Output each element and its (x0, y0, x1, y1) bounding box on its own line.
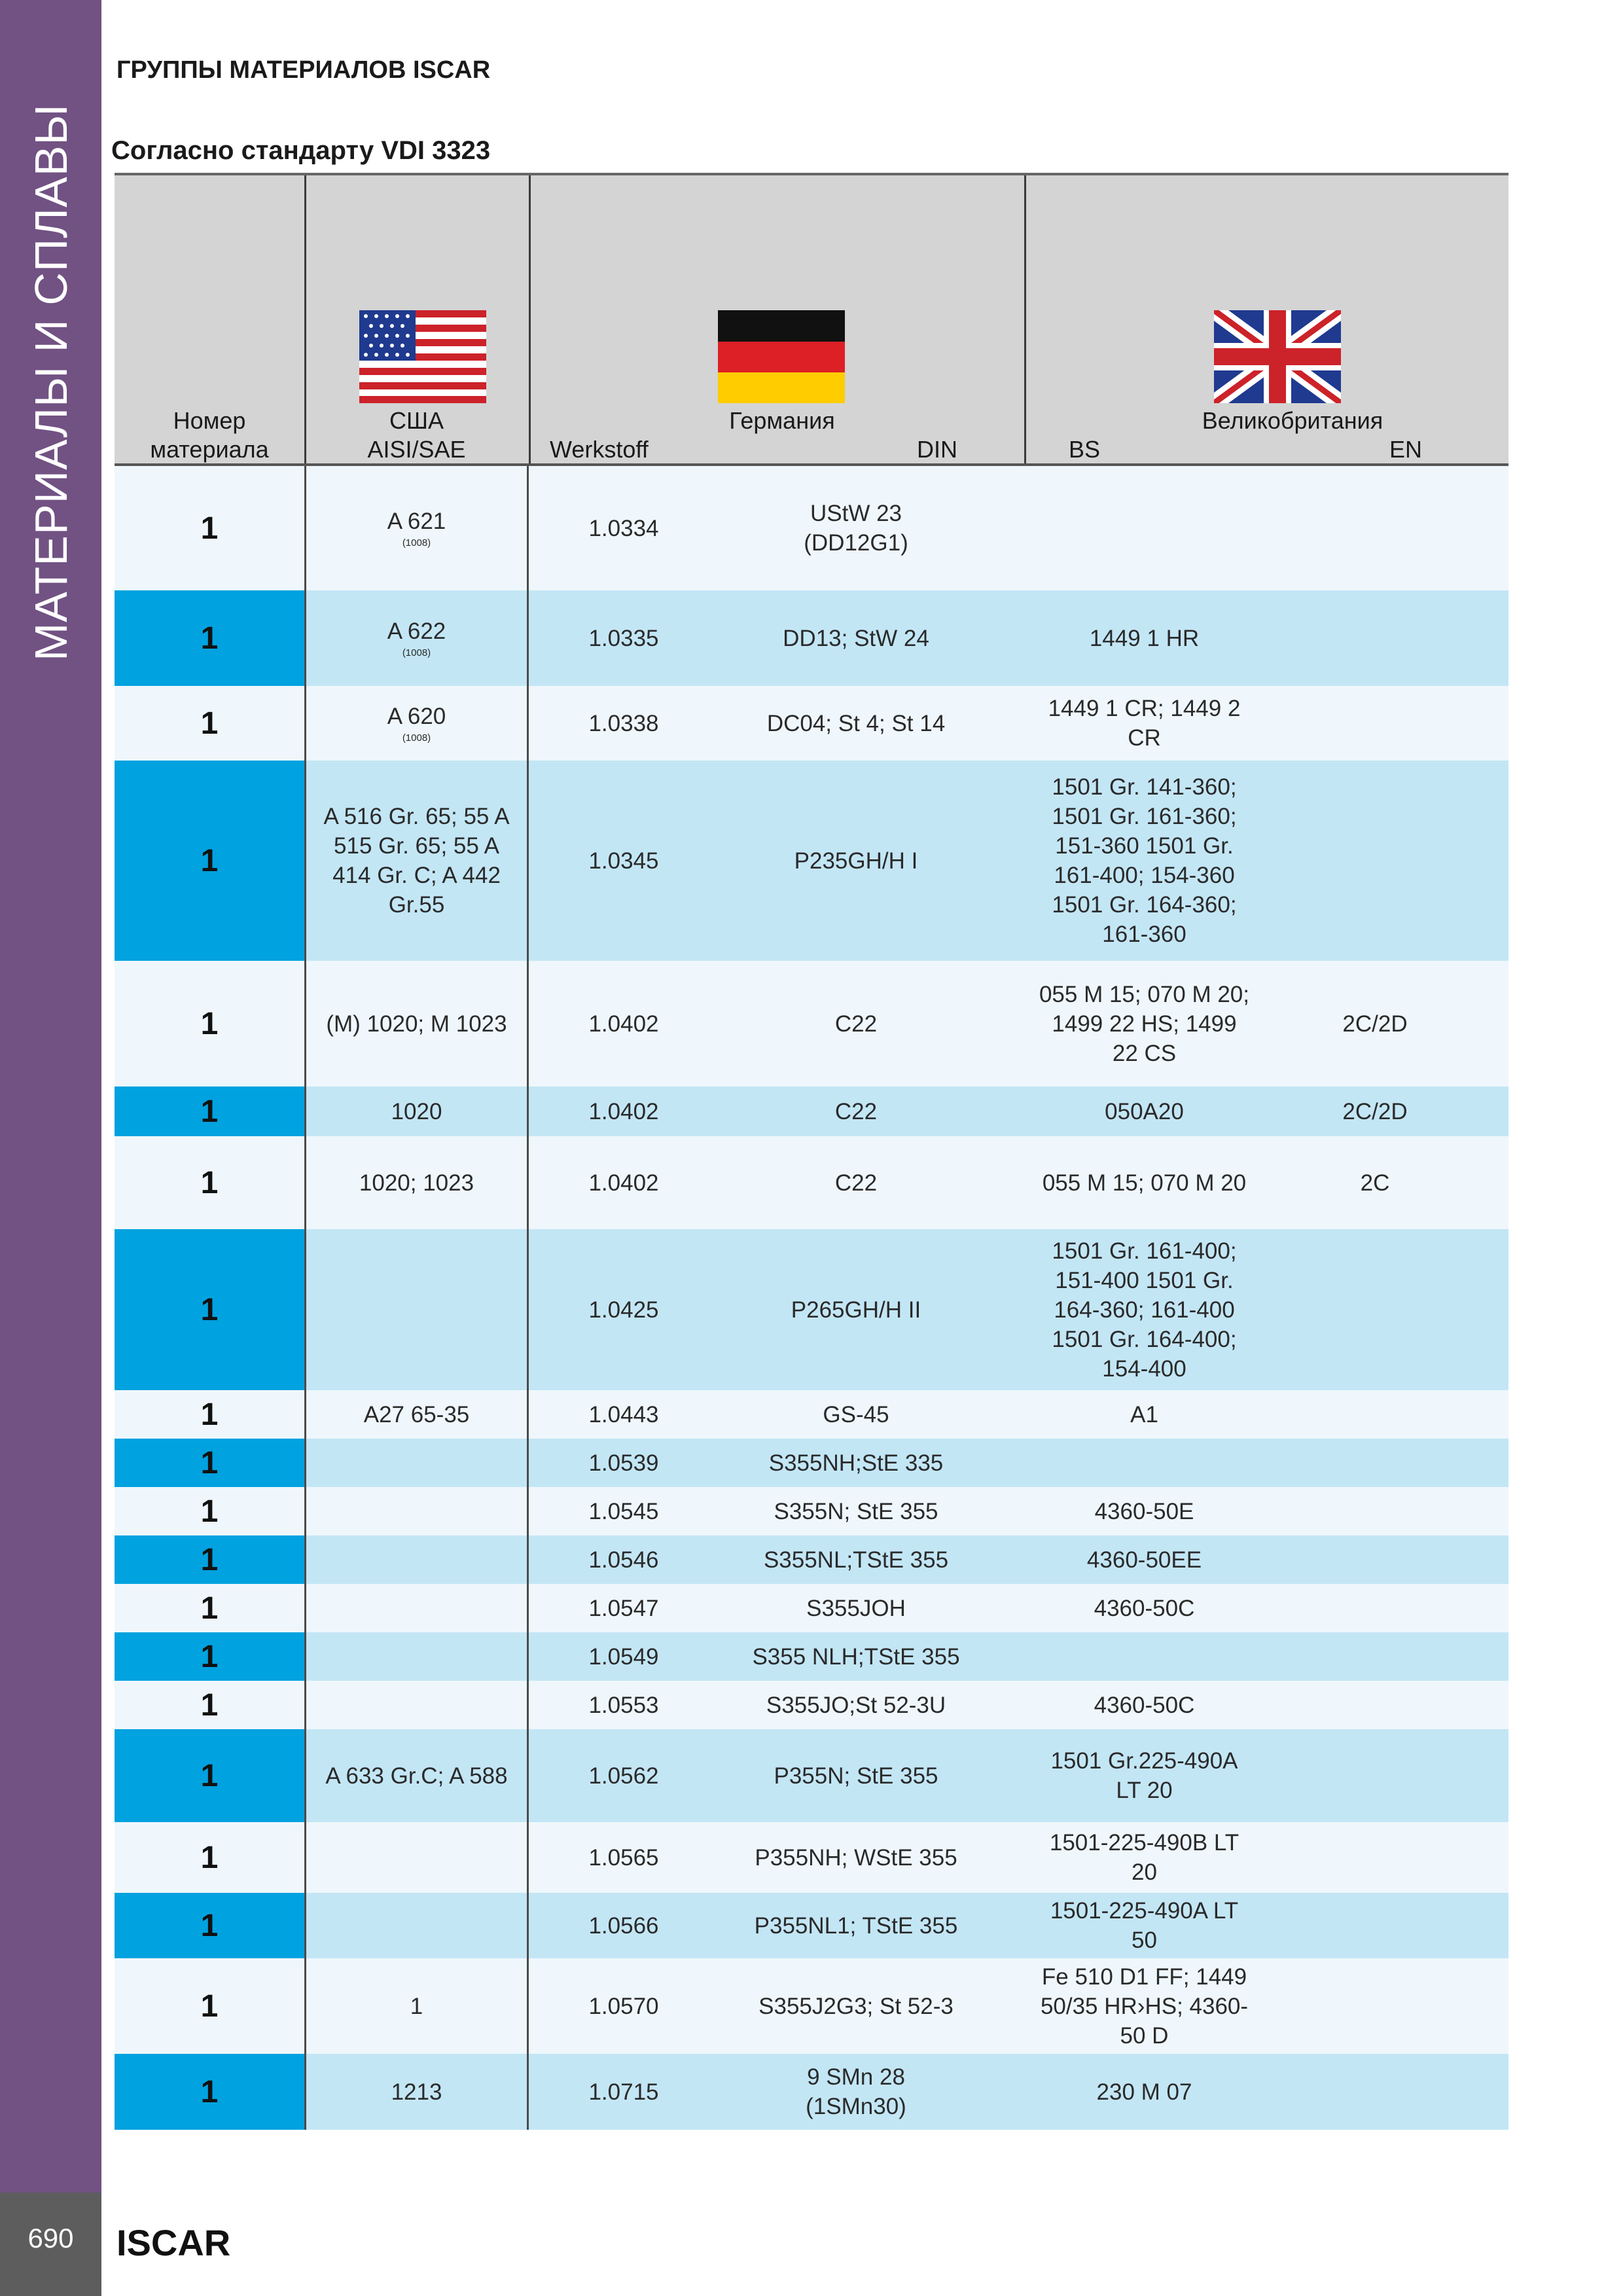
bs-cell (1018, 1390, 1270, 1439)
germany-flag-icon (718, 310, 845, 403)
header-usa: США (389, 407, 444, 434)
usa-std-value: A 633 Gr.C; A 588 (325, 1763, 508, 1789)
table-row (115, 590, 1508, 686)
header-werkstoff: Werkstoff (550, 436, 649, 463)
bs-value: 1501 Gr. 141-360; 1501 Gr. 161-360; 151-360 1501 Gr. 161-400; 154-360 1501 Gr. 164-360; 161-360 (1052, 774, 1237, 947)
brand-logo: ISCAR (116, 2222, 231, 2263)
usa-cell (304, 1681, 529, 1729)
table-row (115, 1681, 1508, 1729)
bs-value: 230 M 07 (1096, 2079, 1192, 2105)
din-cell (719, 1295, 993, 1325)
material-group: 1 (200, 1397, 219, 1432)
table-row (115, 1584, 1508, 1632)
table-row (115, 466, 1508, 590)
table-row (115, 1487, 1508, 1535)
din-cell (719, 1545, 993, 1575)
din-value: S355JO;St 52-3U (766, 1692, 946, 1718)
material-group: 1 (200, 1006, 219, 1041)
din-cell (719, 2062, 993, 2121)
material-group: 1 (115, 761, 304, 961)
material-group: 1 (115, 2054, 304, 2130)
header-din: DIN (917, 436, 957, 463)
material-group: 1 (115, 1229, 304, 1390)
bs-cell (1018, 1958, 1270, 2054)
werkstoff-value: 1.0334 (588, 515, 659, 541)
bs-value: 1501-225-490B LT 20 (1049, 1830, 1240, 1885)
din-cell (719, 624, 993, 653)
din-value: DC04; St 4; St 14 (766, 710, 946, 736)
bs-cell (1018, 1729, 1270, 1822)
header-uk: Великобритания (1202, 407, 1383, 434)
din-cell (719, 1497, 993, 1526)
usa-footnote: (1008) (402, 537, 431, 548)
material-group: 1 (115, 1439, 304, 1487)
din-cell (719, 1168, 993, 1198)
material-group: 1 (200, 1494, 219, 1529)
werkstoff-value: 1.0402 (588, 1098, 659, 1124)
usa-cell (304, 2054, 529, 2130)
werkstoff-value: 1.0549 (588, 1643, 659, 1670)
column-divider (529, 175, 531, 463)
din-value: S355J2G3; St 52-3 (758, 1993, 954, 2019)
en-value: 2C/2D (1342, 1098, 1408, 1124)
din-cell (719, 1992, 993, 2021)
table-row (115, 1535, 1508, 1584)
din-value: S355JOH (806, 1595, 906, 1621)
usa-cell (304, 1822, 529, 1893)
bs-value: 1501-225-490A LT 50 (1050, 1898, 1239, 1953)
usa-std-value: 1020; 1023 (359, 1170, 474, 1196)
din-value: P265GH/H II (791, 1297, 921, 1323)
bs-value: 4360-50E (1094, 1498, 1194, 1524)
column-divider (1024, 175, 1026, 463)
usa-cell (304, 961, 529, 1086)
bs-value: 4360-50EE (1086, 1547, 1202, 1573)
materials-table (115, 173, 1508, 2130)
usa-cell (304, 1632, 529, 1681)
werkstoff-value: 1.0345 (588, 848, 659, 874)
material-group: 1 (115, 1086, 304, 1136)
din-value: GS-45 (823, 1401, 889, 1427)
din-cell (719, 499, 993, 558)
din-value: DD13; StW 24 (783, 625, 929, 651)
header-aisi-sae: AISI/SAE (367, 436, 466, 463)
header-bs: BS (1069, 436, 1101, 463)
table-row (115, 2054, 1508, 2130)
bs-cell (1018, 1086, 1270, 1136)
subtitle: Согласно стандарту VDI 3323 (111, 136, 491, 165)
din-value: S355NL;TStE 355 (763, 1547, 949, 1573)
usa-cell (304, 1584, 529, 1632)
header-en: EN (1389, 436, 1423, 463)
bs-cell (1018, 1229, 1270, 1390)
material-group: 1 (200, 1988, 219, 2024)
din-cell (719, 1691, 993, 1720)
usa-cell (304, 1390, 529, 1439)
en-value: 2C (1360, 1170, 1390, 1196)
material-group: 1 (115, 1535, 304, 1584)
din-cell (719, 1911, 993, 1941)
usa-std-value: (M) 1020; M 1023 (326, 1011, 507, 1037)
bs-cell (1018, 961, 1270, 1086)
bs-cell (1018, 686, 1270, 761)
werkstoff-value: 1.0562 (588, 1763, 659, 1789)
column-divider (304, 175, 306, 463)
usa-cell (304, 1729, 529, 1822)
din-cell (719, 1448, 993, 1478)
din-value: C22 (834, 1098, 878, 1124)
header-material-no: Номер (173, 407, 246, 434)
werkstoff-value: 1.0335 (588, 625, 659, 651)
bs-cell (1018, 590, 1270, 686)
usa-flag-icon (359, 310, 486, 403)
usa-cell (304, 1086, 529, 1136)
werkstoff-value: 1.0539 (588, 1450, 659, 1476)
usa-cell (304, 1136, 529, 1229)
bs-value: A1 (1130, 1401, 1158, 1427)
din-alt: (1SMn30) (806, 2094, 906, 2119)
table-row (115, 1086, 1508, 1136)
material-group: 1 (115, 1632, 304, 1681)
werkstoff-value: 1.0553 (588, 1692, 659, 1718)
din-value: 9 SMn 28 (807, 2064, 905, 2090)
usa-cell (304, 686, 529, 761)
table-row (115, 1893, 1508, 1958)
din-cell (719, 1843, 993, 1873)
werkstoff-value: 1.0443 (588, 1401, 659, 1427)
table-header (115, 175, 1508, 466)
din-cell (719, 1097, 993, 1126)
usa-std-value: 1020 (391, 1098, 442, 1124)
werkstoff-value: 1.0402 (588, 1011, 659, 1037)
usa-footnote: (1008) (402, 647, 431, 658)
din-value: P235GH/H I (794, 848, 918, 874)
table-row (115, 961, 1508, 1086)
bs-cell (1018, 1535, 1270, 1584)
din-cell (719, 1761, 993, 1791)
table-row (115, 1729, 1508, 1822)
bs-cell (1018, 1681, 1270, 1729)
table-row (115, 1390, 1508, 1439)
material-group: 1 (200, 1165, 219, 1200)
header-germany: Германия (729, 407, 835, 434)
material-group: 1 (115, 1729, 304, 1822)
werkstoff-value: 1.0402 (588, 1170, 659, 1196)
bs-value: 4360-50C (1094, 1595, 1195, 1621)
din-cell (719, 1594, 993, 1623)
werkstoff-value: 1.0545 (588, 1498, 659, 1524)
din-value: P355NL1; TStE 355 (754, 1912, 958, 1939)
usa-footnote: (1008) (402, 732, 431, 744)
usa-std-value: A 516 Gr. 65; 55 A 515 Gr. 65; 55 A 414 Gr. C; A 442 Gr.55 (323, 804, 510, 918)
material-group: 1 (200, 706, 219, 741)
usa-std-value: A 622 (387, 618, 446, 644)
bs-cell (1018, 1439, 1270, 1487)
table-row (115, 1229, 1508, 1390)
material-group: 1 (115, 1893, 304, 1958)
usa-std-value: 1 (410, 1993, 423, 2019)
din-cell (719, 1642, 993, 1672)
din-value: S355 NLH;TStE 355 (752, 1643, 960, 1670)
usa-cell (304, 466, 529, 590)
din-value: UStW 23 (810, 501, 902, 526)
material-group: 1 (200, 1687, 219, 1723)
usa-cell (304, 1439, 529, 1487)
bs-value: 4360-50C (1094, 1692, 1195, 1718)
bs-value: 1449 1 HR (1089, 625, 1200, 651)
bs-cell (1018, 1136, 1270, 1229)
usa-std-value: A27 65-35 (363, 1401, 470, 1427)
din-cell (719, 1009, 993, 1039)
bs-cell (1018, 1584, 1270, 1632)
din-value: P355NH; WStE 355 (755, 1844, 957, 1871)
table-row (115, 1822, 1508, 1893)
werkstoff-value: 1.0425 (588, 1297, 659, 1323)
sidebar-section-label: МАТЕРИАЛЫ И СПЛАВЫ (26, 103, 77, 661)
bs-cell (1018, 466, 1270, 590)
werkstoff-value: 1.0547 (588, 1595, 659, 1621)
material-group: 1 (200, 1590, 219, 1626)
werkstoff-value: 1.0570 (588, 1993, 659, 2019)
din-cell (719, 1400, 993, 1429)
bs-value: 055 M 15; 070 M 20; 1499 22 HS; 1499 22 CS (1039, 981, 1250, 1066)
sidebar-band (0, 0, 101, 2193)
header-material-no-2: материала (150, 436, 269, 463)
usa-cell (304, 761, 529, 961)
bs-value: 1449 1 CR; 1449 2 CR (1048, 696, 1241, 751)
bs-cell (1018, 1893, 1270, 1958)
din-value: C22 (834, 1170, 878, 1196)
bs-cell (1018, 761, 1270, 961)
uk-flag-icon (1214, 310, 1341, 403)
din-value: S355NH;StE 335 (768, 1450, 944, 1476)
page-number: 690 (27, 2223, 74, 2253)
table-row (115, 1439, 1508, 1487)
werkstoff-value: 1.0715 (588, 2079, 659, 2105)
bs-cell (1018, 1822, 1270, 1893)
section-title: ГРУППЫ МАТЕРИАЛОВ ISCAR (116, 56, 491, 84)
table-row (115, 686, 1508, 761)
din-value: S355N; StE 355 (774, 1498, 938, 1524)
usa-std-value: A 620 (387, 703, 446, 729)
usa-cell (304, 1535, 529, 1584)
usa-cell (304, 1958, 529, 2054)
en-value: 2C/2D (1342, 1011, 1408, 1037)
bs-value: 1501 Gr.225-490A LT 20 (1050, 1748, 1238, 1803)
werkstoff-value: 1.0566 (588, 1912, 659, 1939)
usa-cell (304, 590, 529, 686)
din-value: P355N; StE 355 (774, 1763, 938, 1789)
table-row (115, 1632, 1508, 1681)
usa-std-value: A 621 (387, 508, 446, 534)
din-alt: (DD12G1) (804, 530, 908, 556)
usa-cell (304, 1893, 529, 1958)
bs-value: 055 M 15; 070 M 20 (1042, 1170, 1247, 1196)
usa-cell (304, 1487, 529, 1535)
werkstoff-value: 1.0546 (588, 1547, 659, 1573)
table-body (115, 466, 1508, 2130)
bs-value: Fe 510 D1 FF; 1449 50/35 HR›HS; 4360-50 D (1040, 1964, 1249, 2049)
material-group: 1 (200, 1840, 219, 1875)
usa-std-value: 1213 (391, 2079, 442, 2105)
din-cell (719, 846, 993, 876)
material-group: 1 (115, 590, 304, 686)
bs-cell (1018, 1632, 1270, 1681)
din-cell (719, 709, 993, 738)
din-value: C22 (834, 1011, 878, 1037)
table-row (115, 1136, 1508, 1229)
material-group: 1 (200, 511, 219, 546)
bs-value: 1501 Gr. 161-400; 151-400 1501 Gr. 164-360; 161-400 1501 Gr. 164-400; 154-400 (1052, 1238, 1237, 1382)
bs-cell (1018, 1487, 1270, 1535)
usa-cell (304, 1229, 529, 1390)
bs-value: 050A20 (1105, 1098, 1184, 1124)
table-row (115, 761, 1508, 961)
bs-cell (1018, 2054, 1270, 2130)
table-row (115, 1958, 1508, 2054)
werkstoff-value: 1.0338 (588, 710, 659, 736)
werkstoff-value: 1.0565 (588, 1844, 659, 1871)
